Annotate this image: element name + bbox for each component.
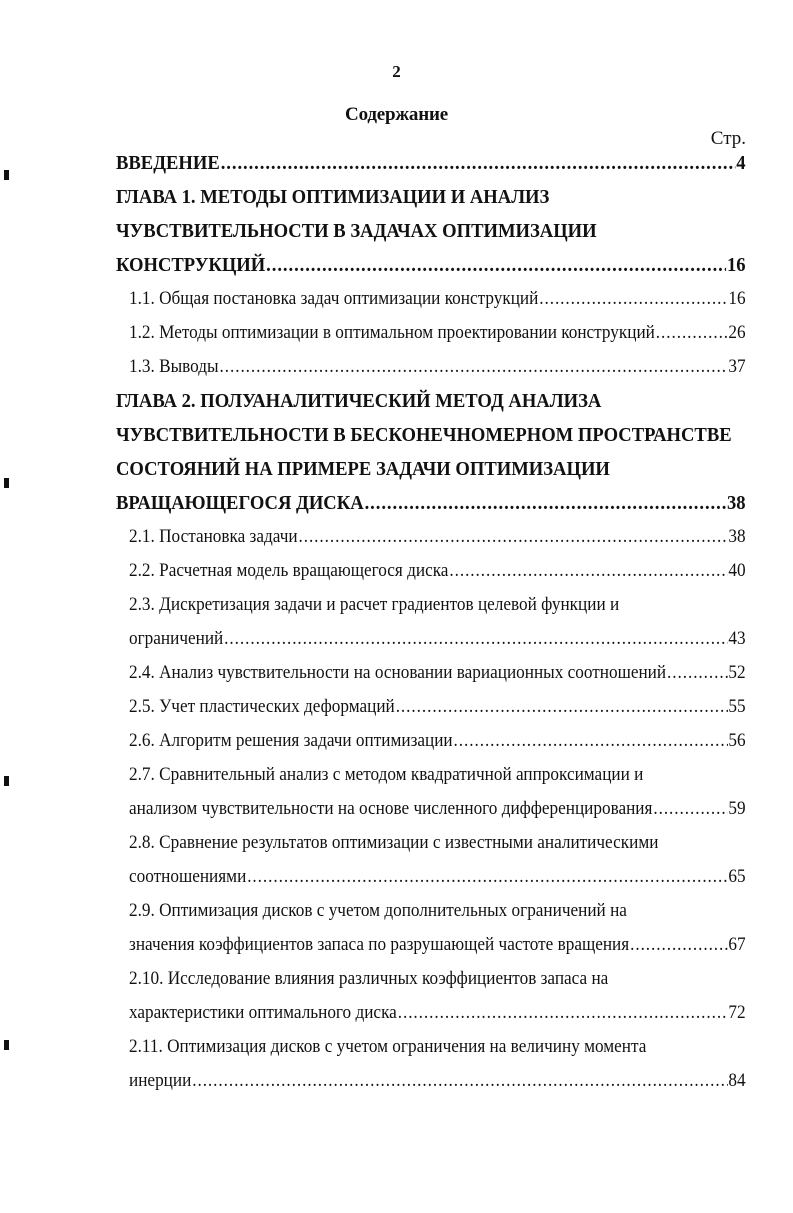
toc-page-number: 52: [728, 663, 746, 683]
scan-margin-mark: [4, 478, 9, 488]
scan-margin-mark: [4, 170, 9, 180]
toc-line: [116, 384, 746, 418]
toc-entry-title: КОНСТРУКЦИЙ: [116, 254, 266, 276]
dot-leader: [220, 350, 728, 384]
toc-page-number: 16: [727, 254, 746, 276]
toc-page-number: 38: [727, 492, 746, 514]
toc-section-entry[interactable]: [116, 826, 746, 894]
dot-leader: [539, 282, 727, 316]
page-number: 2: [392, 62, 401, 81]
toc-page-number: 65: [728, 867, 746, 887]
dot-leader: [398, 996, 728, 1030]
toc-section-entry[interactable]: [116, 588, 746, 656]
toc-entry-title: ВРАЩАЮЩЕГОСЯ ДИСКА: [116, 492, 364, 514]
toc-section-entry[interactable]: [116, 656, 746, 690]
toc-entry-title: 2.7. Сравнительный анализ с методом квадратичной аппроксимации и: [129, 765, 644, 785]
toc-line: [116, 792, 746, 826]
toc-line: [116, 486, 746, 520]
toc-entry-title: анализом чувствительности на основе численного дифференцирования: [129, 799, 653, 819]
toc-page-number: 56: [728, 731, 746, 751]
toc-entry-title: СОСТОЯНИЙ НА ПРИМЕРЕ ЗАДАЧИ ОПТИМИЗАЦИИ: [116, 458, 610, 480]
toc-line: [116, 554, 746, 588]
toc-chapter-entry[interactable]: [116, 180, 746, 282]
dot-leader: [298, 520, 727, 554]
toc-page-number: 67: [728, 935, 746, 955]
toc-entry-title: 2.4. Анализ чувствительности на основании вариационных соотношений: [129, 663, 667, 683]
toc-section-entry[interactable]: [116, 1030, 746, 1098]
toc-line: [116, 146, 746, 180]
toc-line: [116, 418, 746, 452]
toc-entry-title: 2.2. Расчетная модель вращающегося диска: [129, 561, 449, 581]
toc-entry-title: ЧУВСТВИТЕЛЬНОСТИ В ЗАДАЧАХ ОПТИМИЗАЦИИ: [116, 220, 597, 242]
toc-page-number: 40: [728, 561, 746, 581]
toc-entry-title: 2.1. Постановка задачи: [129, 527, 298, 547]
toc-line: [116, 622, 746, 656]
toc-entry-title: 2.11. Оптимизация дисков с учетом ограничения на величину момента: [129, 1037, 647, 1057]
toc-entry-title: 2.10. Исследование влияния различных коэффициентов запаса на: [129, 969, 609, 989]
table-of-contents: [116, 146, 746, 1098]
toc-entry-title: 1.3. Выводы: [129, 357, 219, 377]
toc-line: [116, 214, 746, 248]
dot-leader: [192, 1064, 727, 1098]
dot-leader: [656, 316, 728, 350]
toc-line: [116, 180, 746, 214]
toc-section-entry[interactable]: [116, 316, 746, 350]
toc-entry-title: 2.3. Дискретизация задачи и расчет градиентов целевой функции и: [129, 595, 620, 615]
toc-chapter-entry[interactable]: [116, 384, 746, 520]
toc-entry-title: 1.1. Общая постановка задач оптимизации конструкций: [129, 289, 539, 309]
toc-page-number: 55: [728, 697, 746, 717]
toc-section-entry[interactable]: [116, 350, 746, 384]
toc-line: [116, 520, 746, 554]
dot-leader: [396, 690, 728, 724]
toc-entry-title: ограничений: [129, 629, 224, 649]
dot-leader: [266, 248, 726, 282]
toc-title: Содержание: [345, 104, 448, 125]
toc-line: [116, 928, 746, 962]
toc-entry-title: 2.5. Учет пластических деформаций: [129, 697, 395, 717]
toc-page-number: 16: [728, 289, 746, 309]
toc-line: [116, 350, 746, 384]
toc-line: [116, 656, 746, 690]
toc-entry-title: характеристики оптимального диска: [129, 1003, 397, 1023]
toc-line: [116, 894, 746, 928]
toc-entry-title: 2.8. Сравнение результатов оптимизации с известными аналитическими: [129, 833, 659, 853]
toc-line: [116, 758, 746, 792]
toc-entry-title: ВВЕДЕНИЕ: [116, 152, 220, 174]
toc-section-entry[interactable]: [116, 690, 746, 724]
dot-leader: [449, 554, 727, 588]
toc-line: [116, 826, 746, 860]
toc-line: [116, 1030, 746, 1064]
toc-line: [116, 588, 746, 622]
toc-page-number: 43: [728, 629, 746, 649]
toc-line: [116, 316, 746, 350]
toc-line: [116, 962, 746, 996]
page-column-header: Стр.: [710, 128, 746, 149]
toc-line: [116, 1064, 746, 1098]
toc-section-entry[interactable]: [116, 758, 746, 826]
toc-entry-title: соотношениями: [129, 867, 247, 887]
toc-section-entry[interactable]: [116, 894, 746, 962]
scan-margin-mark: [4, 1040, 9, 1050]
toc-entry-title: инерции: [129, 1071, 192, 1091]
dot-leader: [365, 486, 726, 520]
toc-entry-title: ЧУВСТВИТЕЛЬНОСТИ В БЕСКОНЕЧНОМЕРНОМ ПРОСТРАНСТВЕ: [116, 424, 732, 446]
toc-line: [116, 690, 746, 724]
toc-page-number: 84: [728, 1071, 746, 1091]
toc-section-entry[interactable]: [116, 724, 746, 758]
toc-line: [116, 248, 746, 282]
dot-leader: [247, 860, 727, 894]
toc-page-number: 4: [736, 152, 746, 174]
toc-line: [116, 282, 746, 316]
toc-line: [116, 452, 746, 486]
dot-leader: [224, 622, 727, 656]
toc-entry-title: значения коэффициентов запаса по разрушающей частоте вращения: [129, 935, 630, 955]
toc-line: [116, 996, 746, 1030]
dot-leader: [653, 792, 727, 826]
toc-section-entry[interactable]: [116, 282, 746, 316]
toc-entry-title: ГЛАВА 2. ПОЛУАНАЛИТИЧЕСКИЙ МЕТОД АНАЛИЗА: [116, 390, 602, 412]
toc-chapter-entry[interactable]: [116, 146, 746, 180]
toc-page-number: 26: [728, 323, 746, 343]
scan-margin-mark: [4, 776, 9, 786]
toc-page-number: 37: [728, 357, 746, 377]
toc-page-number: 72: [728, 1003, 746, 1023]
dot-leader: [667, 656, 727, 690]
toc-line: [116, 860, 746, 894]
toc-entry-title: 2.9. Оптимизация дисков с учетом дополнительных ограничений на: [129, 901, 627, 921]
toc-line: [116, 724, 746, 758]
toc-section-entry[interactable]: [116, 554, 746, 588]
toc-entry-title: 1.2. Методы оптимизации в оптимальном проектировании конструкций: [129, 323, 655, 343]
dot-leader: [221, 146, 736, 180]
dot-leader: [454, 724, 728, 758]
toc-page-number: 38: [728, 527, 746, 547]
toc-section-entry[interactable]: [116, 962, 746, 1030]
dot-leader: [630, 928, 727, 962]
toc-page-number: 59: [728, 799, 746, 819]
toc-entry-title: ГЛАВА 1. МЕТОДЫ ОПТИМИЗАЦИИ И АНАЛИЗ: [116, 186, 550, 208]
toc-entry-title: 2.6. Алгоритм решения задачи оптимизации: [129, 731, 453, 751]
toc-section-entry[interactable]: [116, 520, 746, 554]
